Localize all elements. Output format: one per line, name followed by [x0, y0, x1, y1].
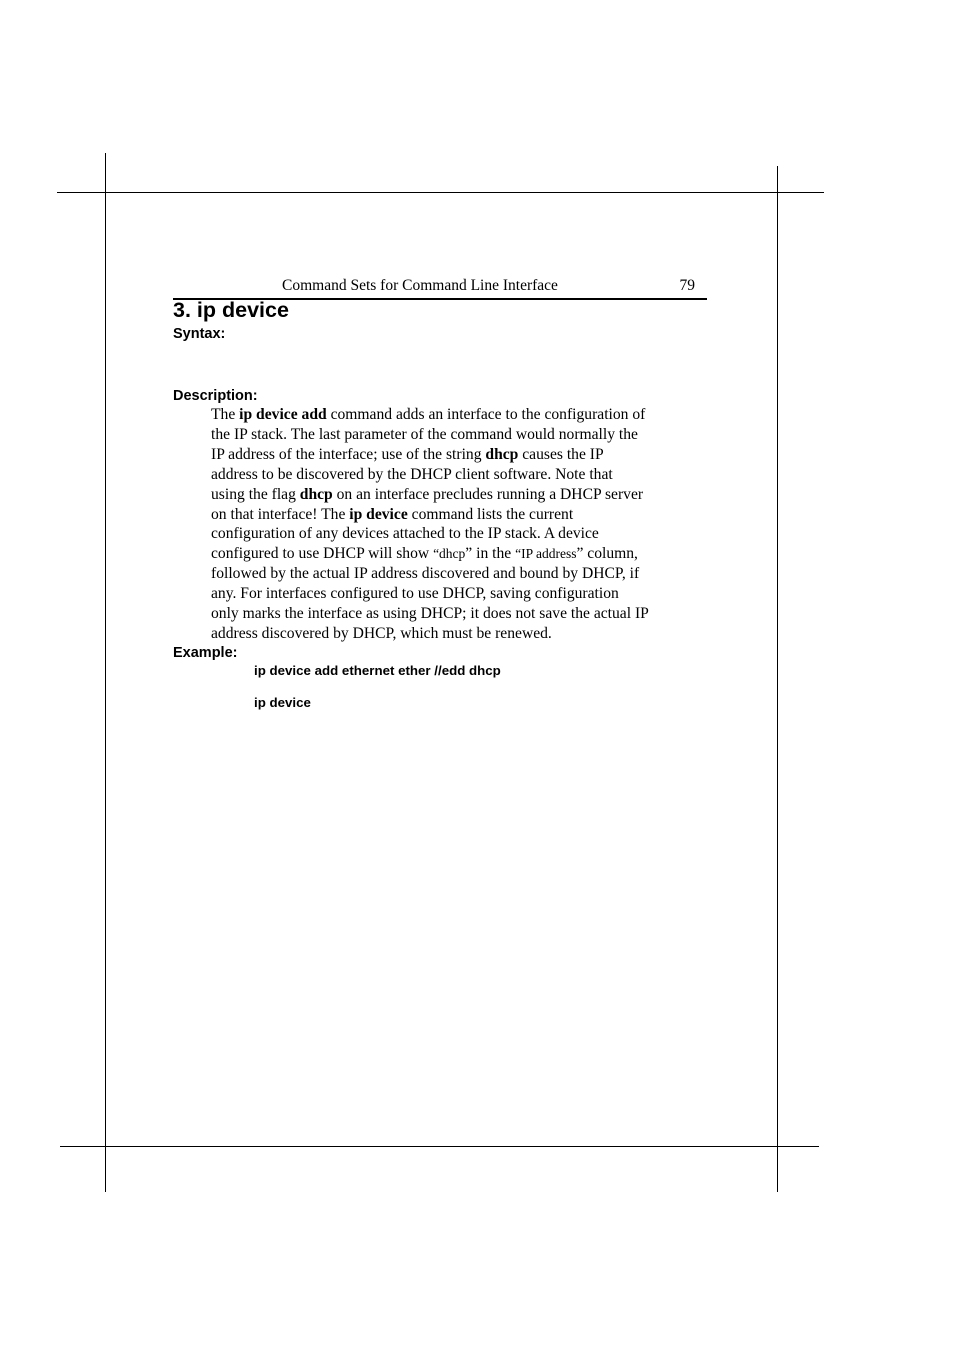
description-label: Description:: [173, 388, 258, 404]
description-line: configured to use DHCP will show “dhcp” in the “IP address” column,: [211, 545, 638, 563]
crop-mark-bottom-line: [60, 1146, 819, 1147]
description-line: configuration of any devices attached to the IP stack. A device: [211, 525, 599, 543]
description-line: the IP stack. The last parameter of the command would normally the: [211, 425, 638, 443]
description-line: on that interface! The ip device command lists the current: [211, 505, 574, 523]
header-title: Command Sets for Command Line Interface: [282, 277, 558, 294]
quoted-term: “dhcp: [433, 546, 466, 562]
description-line: followed by the actual IP address discovered and bound by DHCP, if: [211, 565, 640, 583]
example-command: ip device: [254, 695, 311, 710]
crop-mark-left-line: [105, 153, 106, 1192]
description-line: address discovered by DHCP, which must be renewed.: [211, 624, 552, 642]
description-line: any. For interfaces configured to use DHCP, saving configuration: [211, 585, 619, 603]
crop-mark-top-line: [57, 192, 824, 193]
description-line: only marks the interface as using DHCP; it does not save the actual IP: [211, 605, 649, 623]
keyword: dhcp: [485, 445, 519, 463]
description-line: using the flag dhcp on an interface precludes running a DHCP server: [211, 485, 644, 503]
crop-mark-right-line: [777, 166, 778, 1192]
section-title: 3. ip device: [173, 298, 289, 322]
page-number: 79: [679, 277, 695, 294]
example-command: ip device add ethernet ether //edd dhcp: [254, 663, 501, 678]
quoted-term: “IP address: [515, 546, 577, 562]
command-name: ip device: [349, 505, 408, 523]
syntax-label: Syntax:: [173, 326, 226, 342]
description-line: IP address of the interface; use of the string dhcp causes the IP: [211, 445, 604, 463]
description-paragraph: [211, 405, 711, 644]
description-line: address to be discovered by the DHCP client software. Note that: [211, 465, 613, 483]
command-name: ip device add: [239, 406, 327, 423]
description-line: The ip device add command adds an interface to the configuration of: [211, 406, 646, 423]
example-label: Example:: [173, 645, 238, 661]
running-header: [173, 274, 707, 300]
keyword: dhcp: [299, 485, 333, 503]
